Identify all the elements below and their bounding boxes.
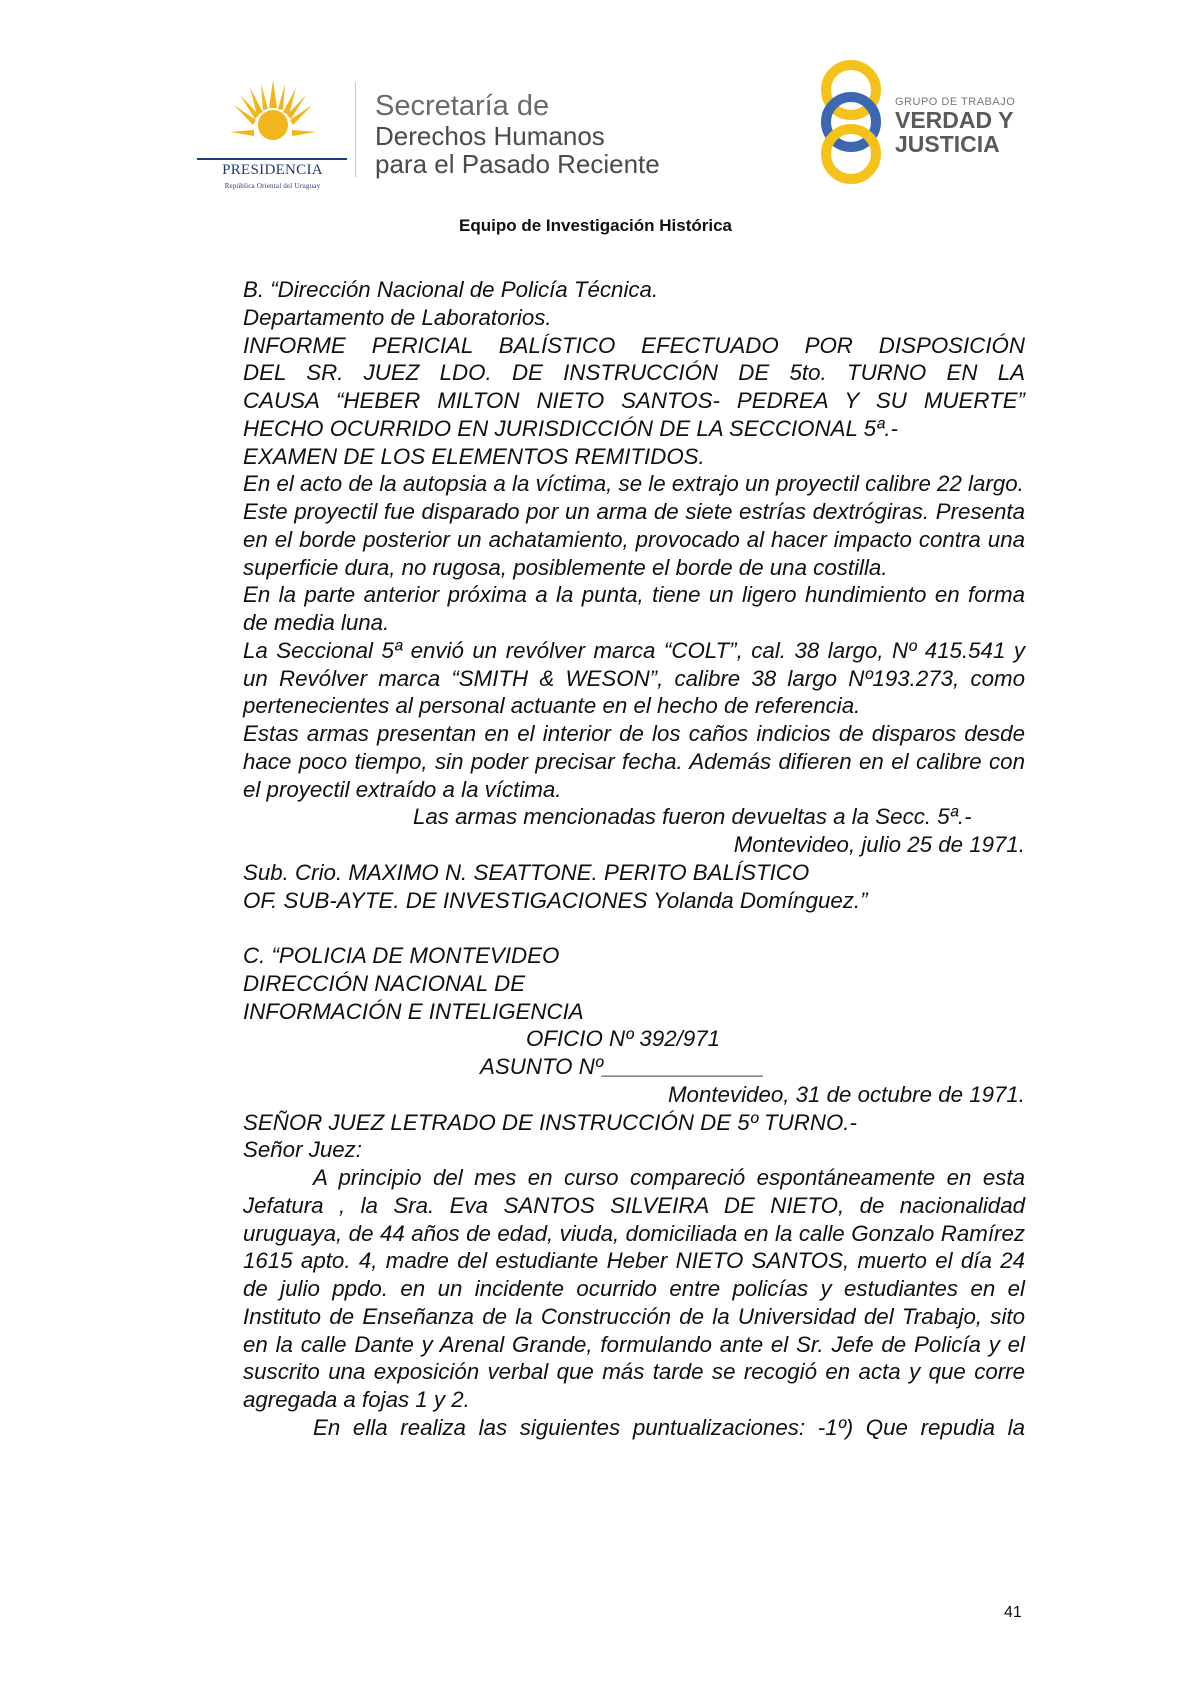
paragraph: EXAMEN DE LOS ELEMENTOS REMITIDOS. [243,443,705,469]
asunto-line: ASUNTO Nº_____________ [480,1054,765,1079]
grupo-line-2: VERDAD Y [895,107,1014,133]
team-title: Equipo de Investigación Histórica [459,216,732,235]
date-line: Montevideo, 31 de octubre de 1971. [667,1081,1025,1107]
addressee: SEÑOR JUEZ LETRADO DE INSTRUCCIÓN DE 5º TURNO.- [243,1109,857,1135]
paragraph: CAUSA “HEBER MILTON NIETO SANTOS- PEDREA Y SU MUERTE” [243,388,1025,413]
paragraph: En ella realiza las siguientes puntualizaciones: -1º) Que repudia la [313,1414,1025,1440]
verdad-justicia-logo [805,60,905,185]
letterhead [195,60,1025,190]
presidencia-subtitle: República Oriental del Uruguay [224,182,321,190]
document-body [243,276,1025,1442]
paragraph: En la parte anterior próxima a la punta, tiene un ligero hundimiento en forma de media luna. [243,582,1025,635]
paragraph: INFORMACIÓN E INTELIGENCIA [243,998,584,1024]
grupo-line-1: GRUPO DE TRABAJO [895,96,1016,108]
paragraph: DEL SR. JUEZ LDO. DE INSTRUCCIÓN DE 5to. TURNO EN LA [243,360,1025,386]
paragraph: B. “Dirección Nacional de Policía Técnica. [243,277,659,302]
secretaria-wordmark [375,90,660,178]
paragraph: Departamento de Laboratorios. [243,304,552,330]
signature-line: OF. SUB-AYTE. DE INVESTIGACIONES Yolanda Domínguez.” [243,887,868,913]
salutation: Señor Juez: [243,1137,362,1163]
presidencia-logo [195,80,350,190]
paragraph: La Seccional 5ª envió un revólver marca “COLT”, cal. 38 largo, Nº 415.541 y un Revólver marca “SMITH & WESON”, calibre 38 largo Nº193.273, como pertenecientes al personal actuante en el hecho de referencia. [243,637,1025,719]
date-line: Montevideo, julio 25 de 1971. [733,832,1025,857]
paragraph: En el acto de la autopsia a la víctima, se le extrajo un proyectil calibre 22 largo. [243,471,1024,497]
paragraph: Este proyectil fue disparado por un arma de siete estrías dextrógiras. Presenta en el borde posterior un achatamiento, provocado al hacer impacto contra una superficie dura, no rugosa, posiblemente el borde de una costilla. [243,499,1025,580]
spacer [243,914,1025,942]
presidencia-underline [197,158,347,160]
sun-emblem-icon [230,80,316,156]
grupo-line-3: JUSTICIA [895,131,1000,157]
page-number: 41 [1004,1604,1022,1621]
paragraph: A principio del mes en curso compareció espontáneamente en esta Jefatura , la Sra. Eva SANTOS SILVEIRA DE NIETO, de nacionalidad uruguaya, de 44 años de edad, viuda, domiciliada en la calle Gonzalo Ramírez 1615 apto. 4, madre del estudiante Heber NIETO SANTOS, muerto el día 24 de julio ppdo. en un incidente ocurrido entre policías y estudiantes en el Instituto de Enseñanza de la Construcción de la Universidad del Trabajo, sito en la calle Dante y Arenal Grande, formulando ante el Sr. Jefe de Policía y el suscrito una exposición verbal que más tarde se recogió en acta y que corre agregada a fojas 1 y 2. [243,1165,1025,1412]
paragraph: Las armas mencionadas fueron devueltas a la Secc. 5ª.- [413,804,972,830]
paragraph: DIRECCIÓN NACIONAL DE [243,970,526,996]
oficio-number: OFICIO Nº 392/971 [526,1026,721,1052]
interlocked-rings-icon [805,60,905,185]
signature-line: Sub. Crio. MAXIMO N. SEATTONE. PERITO BALÍSTICO [243,859,810,885]
secretaria-line-2: Derechos Humanos [375,121,605,151]
secretaria-line-3: para el Pasado Reciente [375,149,660,179]
logo-divider [355,82,356,177]
secretaria-line-1: Secretaría de [375,90,550,122]
paragraph: C. “POLICIA DE MONTEVIDEO [243,943,560,968]
paragraph: INFORME PERICIAL BALÍSTICO EFECTUADO POR DISPOSICIÓN [243,332,1025,358]
paragraph: Estas armas presentan en el interior de los caños indicios de disparos desde hace poco tiempo, sin poder precisar fecha. Además difieren en el calibre con el proyectil extraído a la víctima. [243,721,1025,802]
verdad-justicia-wordmark [895,96,1015,156]
presidencia-name: PRESIDENCIA [222,162,323,178]
paragraph: HECHO OCURRIDO EN JURISDICCIÓN DE LA SECCIONAL 5ª.- [243,415,898,441]
